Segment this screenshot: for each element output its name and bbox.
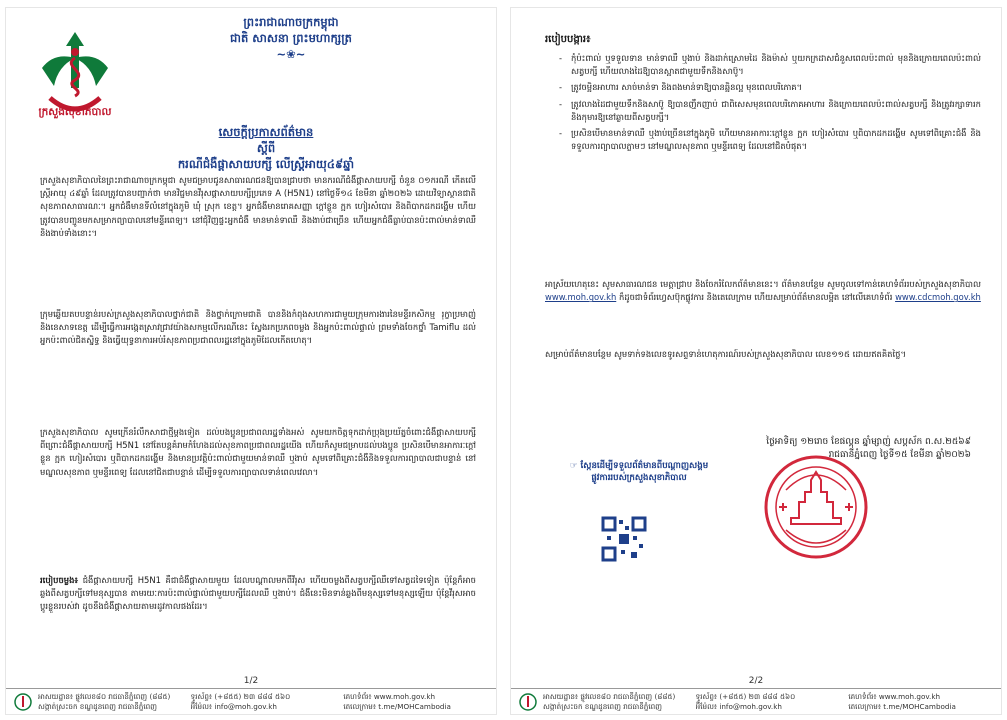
email: អ៊ីម៉ែល៖ info@moh.gov.kh bbox=[190, 702, 277, 711]
prevention-list bbox=[571, 52, 981, 156]
footer-contact bbox=[191, 692, 344, 712]
moh-website-link[interactable]: www.moh.gov.kh bbox=[545, 292, 617, 303]
footer-address bbox=[38, 692, 191, 712]
list-item: - ត្រូវលាងដៃជាមួយទឹកនិងសាប៊ូ ឱ្យបានញឹកញាប់ ជាពិសេសមុនពេលបរិភោគអាហារ និងក្រោយពេលប៉ះពាល់សត្វបក្សី និងត្រូវរក្សាទារក និងកុមារឱ្យនៅឆ្ងាយពីសត្វបក្សី។ bbox=[571, 98, 981, 124]
ornament: ~❀~ bbox=[276, 47, 306, 61]
info-text-2: ក៏ដូចជាទំព័រហ្វេសប៊ុកផ្លូវការ និងតេលេក្រាម ហើយសម្រាប់ព័ត៌មានលម្អិត នៅលើគេហទំព័រ bbox=[618, 292, 893, 303]
qr-code-icon[interactable] bbox=[601, 516, 647, 562]
footer bbox=[6, 688, 496, 714]
page-number: 1/2 bbox=[243, 676, 259, 686]
title-line-3: ករណីជំងឺផ្តាសាយបក្សី លើស្ត្រីអាយុ៤៩ឆ្នាំ bbox=[177, 157, 355, 171]
list-item: - កុំប៉ះពាល់ ឬទទួលទាន មាន់ទាឈឺ ឬងាប់ និងដាក់ស្រោមដៃ និងម៉ាស់ ឬយកក្រដាសជំនួសពេលប៉ះពាល់ មុននិងក្រោយពេលប៉ះពាល់សត្វបក្សី ហើយលាងដៃឱ្យបានស្អាតជាមួយទឹកនិងសាប៊ូ។ bbox=[571, 52, 981, 78]
footer-contact bbox=[696, 692, 849, 712]
address-line-1: អាសយដ្ឋាន៖ ផ្លូវលេខ៨០ រាជធានីភ្នំពេញ (៨៨៥) bbox=[38, 692, 171, 701]
cdc-website-link[interactable]: www.cdcmoh.gov.kh bbox=[895, 292, 981, 303]
footer-address bbox=[543, 692, 696, 712]
kingdom-line-1: ព្រះរាជាណាចក្រកម្ពុជា bbox=[243, 15, 339, 29]
scan-qr-note bbox=[569, 460, 709, 484]
paragraph-3: ក្រសួងសុខាភិបាល សូមក្រើនរំលឹកសាជាថ្មីម្តងទៀត ដល់បងប្អូនប្រជាពលរដ្ឋទាំងអស់ សូមយកចិត្តទុកដាក់ប្រុងប្រយ័ត្នចំពោះជំងឺផ្តាសាយបក្សី ពីព្រោះជំងឺផ្តាសាយបក្សី H5N1 នៅតែបន្តគំរាមកំហែងដល់សុខភាពប្រជាពលរដ្ឋយើង ហើយក៏សូមជម្រាបដល់បងប្អូន ប្រសិនបើមានអាការៈក្តៅខ្លួន ក្អក ហៀរសំបោរ ឬពិបាកដកដង្ហើម និងមានប្រវត្តិប៉ះពាល់ជាមួយមាន់ទាឈឺ ឬងាប់ សូមទៅពិគ្រោះជំងឺនិងទទួលការព្យាបាលជាបន្ទាន់ នៅមណ្ឌលសុខភាព ឬមន្ទីរពេទ្យ ដែលនៅជិតជាបន្ទាន់ ដើម្បីទទួលការព្យាបាលទាន់ពេលវេលា។ bbox=[40, 427, 476, 477]
ministry-name: ក្រសួងសុខាភិបាល bbox=[38, 106, 112, 118]
list-item: - ត្រូវចម្អិនអាហារ សាច់មាន់ទា និងពងមាន់ទាឱ្យបានឆ្អិនល្អ មុនពេលបរិភោគ។ bbox=[571, 81, 981, 94]
hotline-paragraph: សម្រាប់ព័ត៌មានបន្ថែម សូមទាក់ទងលេខទូរសព្ទទាន់ហេតុការណ៍របស់ក្រសួងសុខាភិបាល លេខ១១៥ ដោយឥតគិតថ្លៃ។ bbox=[545, 349, 906, 359]
title-line-2: ស្តីពី bbox=[256, 141, 276, 155]
page-number: 2/2 bbox=[748, 676, 764, 686]
website: គេហទំព័រ៖ www.moh.gov.kh bbox=[343, 692, 436, 701]
list-item: - ប្រសិនបើមានមាន់ទាឈឺ ឬងាប់ច្រើននៅក្នុងភូមិ ហើយមានអាការៈក្តៅខ្លួន ក្អក ហៀរសំបោរ ឬពិបាកដកដង្ហើម សូមទៅពិគ្រោះជំងឺ និងទទួលការព្យាបាលភ្លាមៗ នៅមណ្ឌលសុខភាព ឬមន្ទីរពេទ្យ ដែលនៅជិតបំផុត។ bbox=[571, 127, 981, 153]
footer bbox=[511, 688, 1001, 714]
pointing-hand-icon: ☞ bbox=[569, 461, 581, 471]
address-line-2: សង្កាត់ស្រះចក ខណ្ឌដូនពេញ រាជធានីភ្នំពេញ bbox=[38, 702, 158, 711]
kingdom-line-2: ជាតិ សាសនា ព្រះមហាក្សត្រ bbox=[230, 31, 352, 45]
website: គេហទំព័រ៖ www.moh.gov.kh bbox=[848, 692, 941, 701]
address-line-2: សង្កាត់ស្រះចក ខណ្ឌដូនពេញ រាជធានីភ្នំពេញ bbox=[543, 702, 663, 711]
footer-web bbox=[848, 692, 1001, 712]
telegram: តេលេក្រាម៖ t.me/MOHCambodia bbox=[848, 702, 956, 711]
prevention-heading: របៀបបង្ការ៖ bbox=[545, 34, 591, 45]
official-seal-icon bbox=[761, 452, 871, 562]
email: អ៊ីម៉ែល៖ info@moh.gov.kh bbox=[695, 702, 782, 711]
transmission-text: ជំងឺផ្តាសាយបក្សី H5N1 គឺជាជំងឺផ្តាសាយមួយ ដែលបណ្តាលមកពីវីរុស ហើយចម្លងពីសត្វបក្សីឈឺទៅសត្វដទៃទៀត ប៉ុន្តែក៏អាចឆ្លងពីសត្វបក្សីទៅមនុស្សបាន តាមរយៈការប៉ះពាល់ផ្ទាល់ជាមួយបក្សីដែលឈឺ ឬងាប់។ ជំងឺនេះមិនទាន់ឆ្លងពីមនុស្សទៅមនុស្សឡើយ ប៉ុន្តែវីរុសអាចប្តូរខ្លួនរបស់វា ដូចនឹងជំងឺផ្តាសាយតាមរដូវកាលផងដែរ។ bbox=[40, 575, 476, 612]
lunar-date: ថ្ងៃអាទិត្យ ១២រោច ខែផល្គុន ឆ្នាំម្សាញ់ សប្តស័ក ព.ស.២៥៦៩ bbox=[766, 437, 971, 447]
address-line-1: អាសយដ្ឋាន៖ ផ្លូវលេខ៨០ រាជធានីភ្នំពេញ (៨៨៥) bbox=[543, 692, 676, 701]
paragraph-4 bbox=[40, 574, 476, 614]
info-text-1: អាស្រ័យហេតុនេះ សូមសាធារណជន មេត្តាជ្រាប និងចែករំលែកព័ត៌មាននេះ។ ព័ត៌មានបន្ថែម សូមចូលទៅកាន់គេហទំព័ររបស់ក្រសួងសុខាភិបាល bbox=[545, 279, 981, 289]
transmission-heading: របៀបចម្លង៖ bbox=[40, 575, 79, 585]
scan-qr-text: ស្កែនដើម្បីទទួលព័ត៌មានពីបណ្តាញសង្គមផ្លូវការរបស់ក្រសួងសុខាភិបាល bbox=[580, 461, 709, 483]
document-title bbox=[126, 124, 406, 172]
footer-logo-icon bbox=[519, 693, 537, 711]
footer-web bbox=[343, 692, 496, 712]
paragraph-1: ក្រសួងសុខាភិបាលនៃព្រះរាជាណាចក្រកម្ពុជា សូមជម្រាបជូនសាធារណជនឱ្យបានជ្រាបថា មានករណីជំងឺផ្តាសាយបក្សី ចំនួន ០១ករណី កើតលើស្ត្រីអាយុ ៤៩ឆ្នាំ ដែលត្រូវបានបញ្ជាក់ថា មានវិជ្ជមានវីរុសផ្តាសាយបក្សីប្រភេទ A (H5N1) នៅថ្ងៃទី១៤ ខែមីនា ឆ្នាំ២០២៦ ដោយវិទ្យាស្ថានជាតិសុខភាពសាធារណៈ។ អ្នកជំងឺមានទីលំនៅក្នុងភូមិ ឃុំ ស្រុក ខេត្ត។ អ្នកជំងឺមានរោគសញ្ញា ក្តៅខ្លួន ក្អក ហៀរសំបោរ និងពិបាកដកដង្ហើម ហើយត្រូវបានបញ្ជូនមកសម្រាកព្យាបាលនៅមន្ទីរពេទ្យ។ នៅជុំវិញផ្ទះអ្នកជំងឺ មានមាន់ទាឈឺ និងងាប់ជាច្រើន ហើយអ្នកជំងឺធ្លាប់បានប៉ះពាល់មាន់ទាឈឺ និងងាប់ទាំងនោះ។ bbox=[40, 175, 476, 238]
ministry-logo bbox=[32, 28, 118, 116]
document-page-1 bbox=[6, 8, 496, 714]
document-page-2 bbox=[511, 8, 1001, 714]
info-paragraph bbox=[545, 278, 981, 304]
phone: ទូរស័ព្ទ៖ (+៨៥៥) ២៣ ៨៨៨ ៥៦០ bbox=[190, 692, 291, 701]
paragraph-2: ក្រុមឆ្លើយតបបន្ទាន់របស់ក្រសួងសុខាភិបាលថ្នាក់ជាតិ និងថ្នាក់ក្រោមជាតិ បាននិងកំពុងសហការជាមួយក្រុមការងារនៃមន្ទីរកសិកម្ម រុក្ខាប្រមាញ់ និងនេសាទខេត្ត ដើម្បីធ្វើការអង្កេតស្រាវជ្រាវយ៉ាងសកម្មលើករណីនេះ ស្វែងរកប្រភពចម្លង និងអ្នកប៉ះពាល់ផ្ទាល់ ព្រមទាំងចែកថ្នាំ Tamiflu ដល់អ្នកប៉ះពាល់ជិតស្និទ្ធ និងធ្វើយុទ្ធនាការអប់រំសុខភាពប្រជាពលរដ្ឋនៅក្នុងភូមិដែលកើតហេតុ។ bbox=[40, 309, 476, 346]
title-line-1: សេចក្តីប្រកាសព័ត៌មាន bbox=[218, 125, 314, 139]
solar-date: រាជធានីភ្នំពេញ ថ្ងៃទី១៥ ខែមីនា ឆ្នាំ២០២៦ bbox=[828, 450, 971, 460]
kingdom-header bbox=[206, 14, 376, 62]
footer-logo-icon bbox=[14, 693, 32, 711]
telegram: តេលេក្រាម៖ t.me/MOHCambodia bbox=[343, 702, 451, 711]
phone: ទូរស័ព្ទ៖ (+៨៥៥) ២៣ ៨៨៨ ៥៦០ bbox=[695, 692, 796, 701]
